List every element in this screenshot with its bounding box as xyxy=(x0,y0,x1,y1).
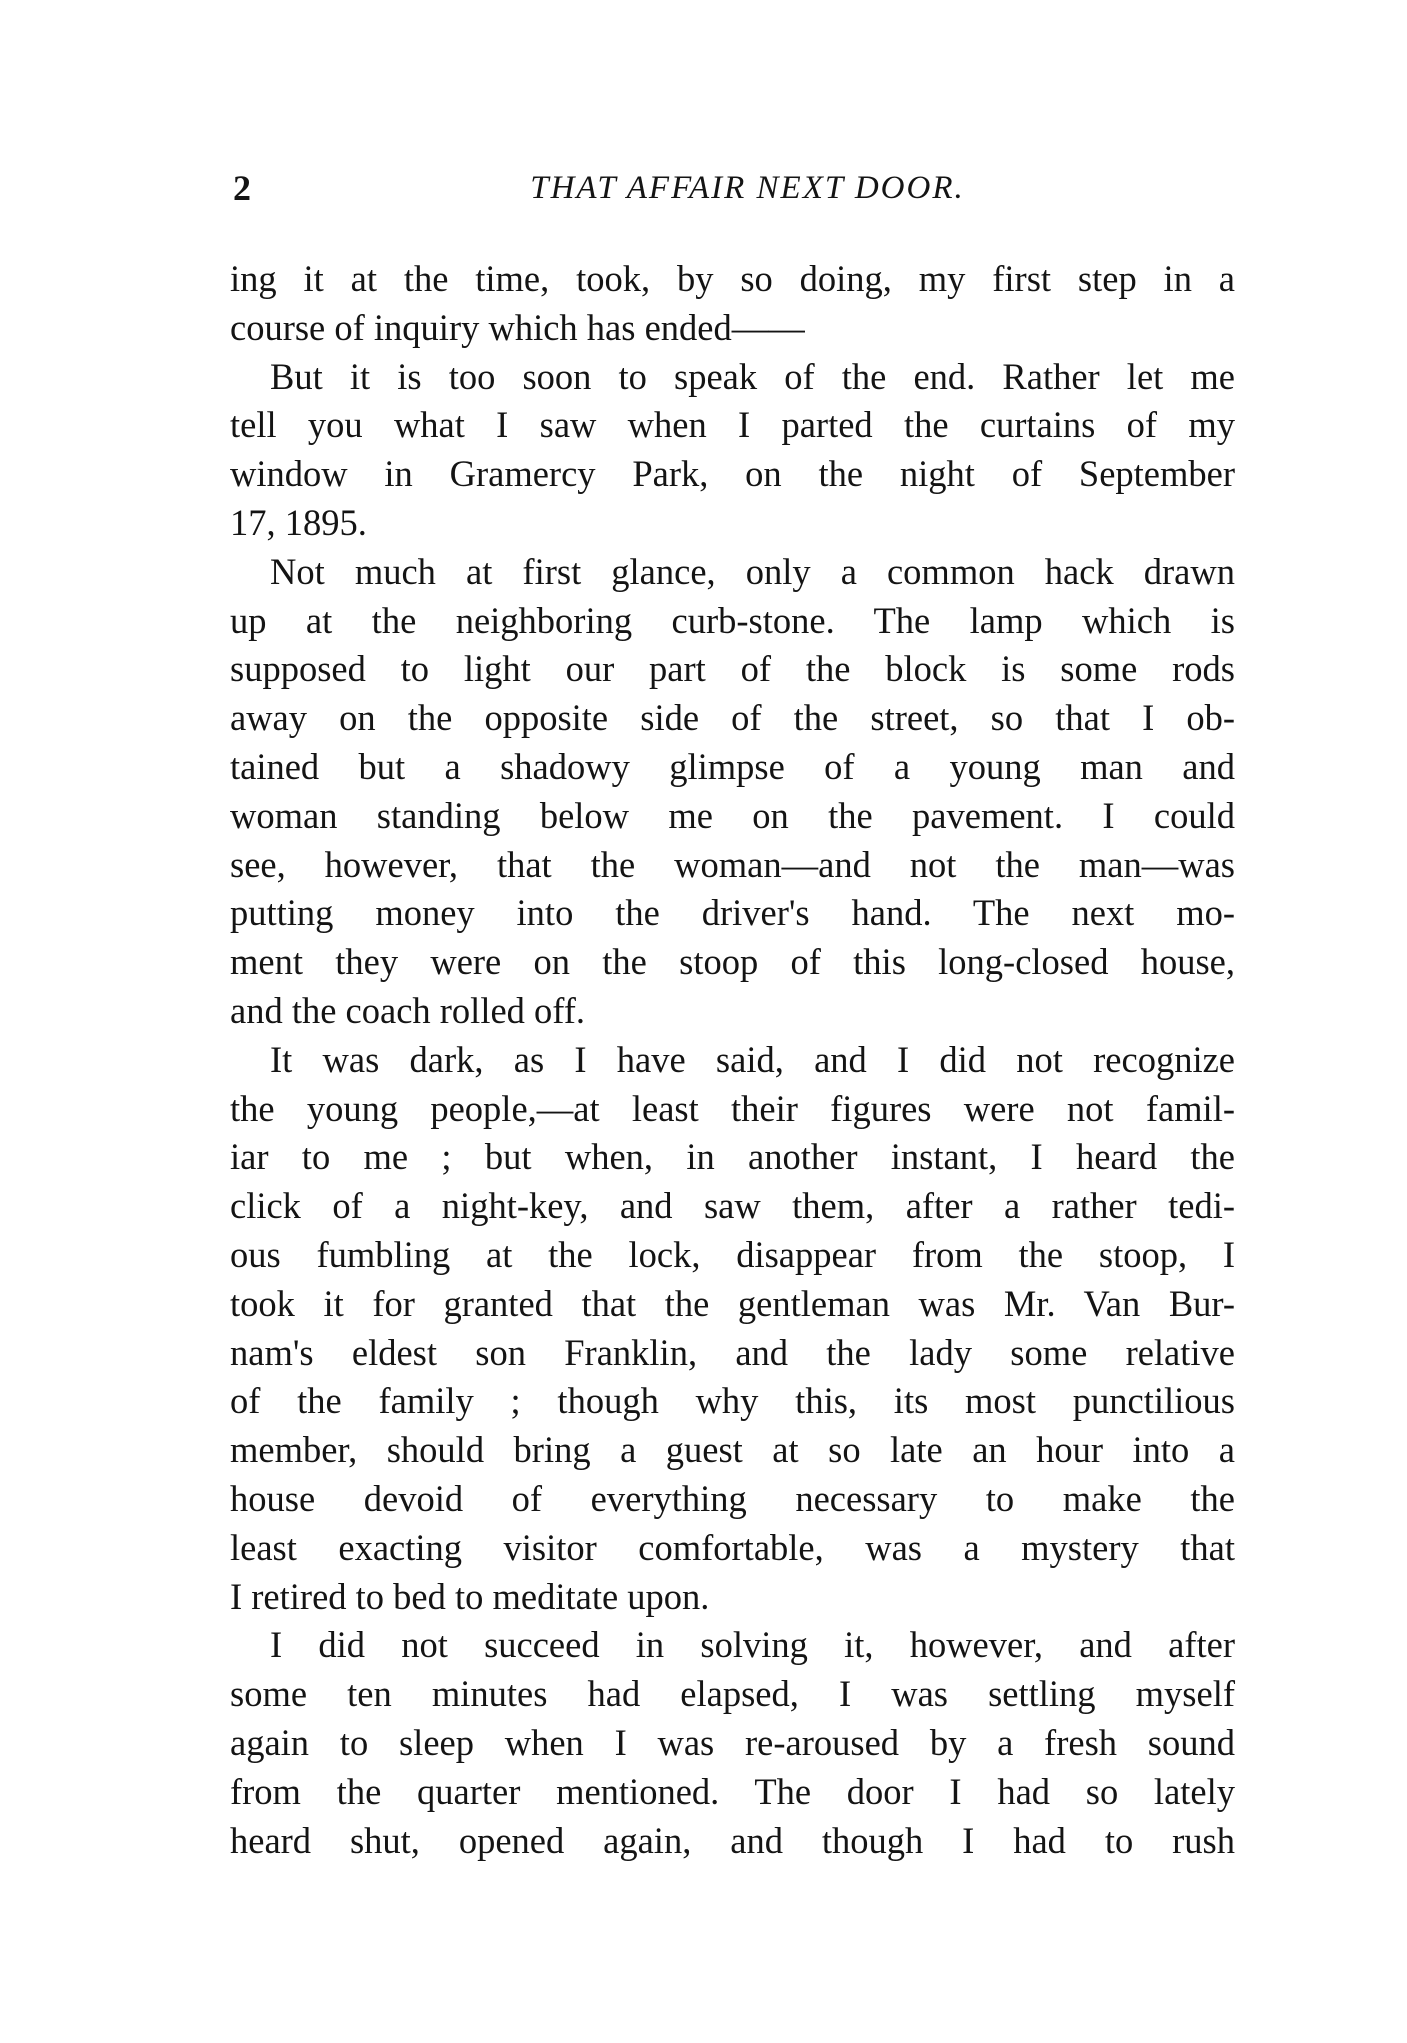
text-line: I did not succeed in solving it, however, and after xyxy=(270,1624,1235,1666)
text-line: But it is too soon to speak of the end. Rather let me xyxy=(270,355,1235,397)
paragraph xyxy=(230,255,1235,353)
paragraph xyxy=(230,353,1235,548)
text-line: heard shut, opened again, and though I had to rush xyxy=(230,1819,1235,1861)
text-line: I retired to bed to meditate upon. xyxy=(230,1575,710,1617)
text-line: click of a night-key, and saw them, after a rather tedi- xyxy=(230,1185,1235,1227)
text-line: again to sleep when I was re-aroused by a fresh sound xyxy=(230,1721,1235,1763)
running-head xyxy=(225,166,1240,226)
text-line: iar to me ; but when, in another instant, I heard the xyxy=(230,1136,1235,1178)
text-line: tained but a shadowy glimpse of a young man and xyxy=(230,745,1235,787)
text-line: Not much at first glance, only a common hack drawn xyxy=(270,550,1235,592)
text-line: see, however, that the woman—and not the man—was xyxy=(230,843,1235,885)
text-line: tell you what I saw when I parted the curtains of my xyxy=(230,404,1235,446)
text-line: ment they were on the stoop of this long-closed house, xyxy=(230,941,1235,983)
text-line: nam's eldest son Franklin, and the lady some relative xyxy=(230,1331,1235,1373)
text-line: least exacting visitor comfortable, was a mystery that xyxy=(230,1526,1235,1568)
text-line: some ten minutes had elapsed, I was settling myself xyxy=(230,1673,1235,1715)
text-line: took it for granted that the gentleman was Mr. Van Bur- xyxy=(230,1282,1235,1324)
paragraph xyxy=(230,1621,1235,1865)
text-line: It was dark, as I have said, and I did not recognize xyxy=(270,1038,1235,1080)
body-text xyxy=(230,255,1235,1865)
text-line: putting money into the driver's hand. The next mo- xyxy=(230,892,1235,934)
text-line: the young people,—at least their figures were not famil- xyxy=(230,1087,1235,1129)
text-line: window in Gramercy Park, on the night of September xyxy=(230,453,1235,495)
text-line: of the family ; though why this, its most punctilious xyxy=(230,1380,1235,1422)
text-line: supposed to light our part of the block is some rods xyxy=(230,648,1235,690)
text-line: from the quarter mentioned. The door I had so lately xyxy=(230,1770,1235,1812)
paragraph xyxy=(230,1036,1235,1622)
text-line: course of inquiry which has ended—— xyxy=(230,306,805,348)
text-line: member, should bring a guest at so late an hour into a xyxy=(230,1429,1235,1471)
text-line: 17, 1895. xyxy=(230,501,367,543)
text-line: ous fumbling at the lock, disappear from the stoop, I xyxy=(230,1233,1235,1275)
text-line: ing it at the time, took, by so doing, my first step in a xyxy=(230,258,1235,299)
text-line: woman standing below me on the pavement. I could xyxy=(230,794,1235,836)
text-line: house devoid of everything necessary to make the xyxy=(230,1477,1235,1519)
text-line: and the coach rolled off. xyxy=(230,989,586,1031)
running-title: THAT AFFAIR NEXT DOOR. xyxy=(530,170,965,206)
paragraph xyxy=(230,548,1235,1036)
page-number: 2 xyxy=(233,168,251,208)
text-line: up at the neighboring curb-stone. The lamp which is xyxy=(230,599,1235,641)
text-line: away on the opposite side of the street, so that I ob- xyxy=(230,697,1235,739)
